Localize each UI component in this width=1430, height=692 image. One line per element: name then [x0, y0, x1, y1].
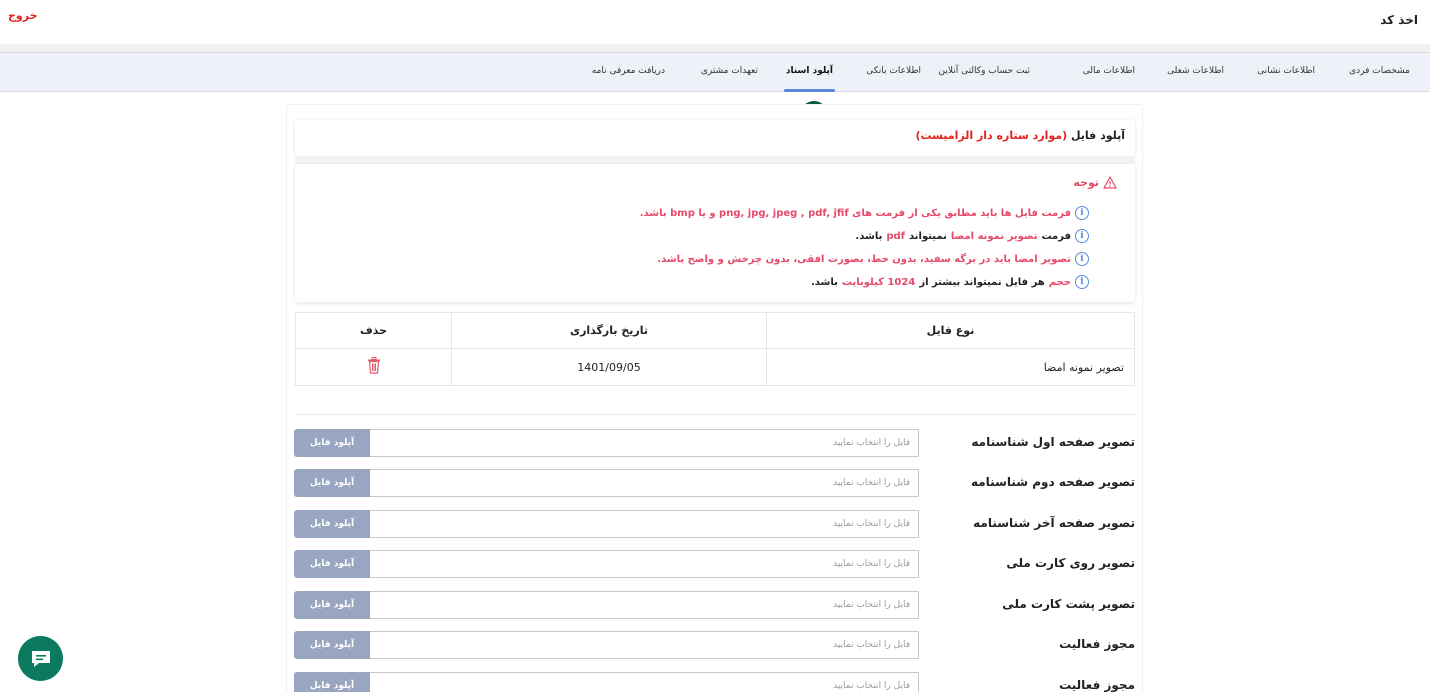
info-icon: i — [1075, 252, 1089, 266]
notice-text: فرمت فایل ها باید مطابق یکی از فرمت های png, jpg, jpeg , pdf, jfif و یا bmp باشد. — [639, 207, 1071, 219]
tab-bank-info[interactable]: اطلاعات بانکی — [866, 66, 921, 76]
notice-box — [295, 164, 1135, 302]
upload-section-title: آپلود فایل — [1070, 129, 1125, 142]
upload-file-button[interactable]: آپلود فایل — [294, 550, 370, 578]
upload-date-cell: 1401/09/05 — [452, 349, 767, 386]
header-gap — [0, 44, 1430, 52]
tab-personal-info[interactable]: مشخصات فردی — [1349, 66, 1410, 76]
upload-row-activity-license — [294, 631, 1135, 661]
uploaded-files-table — [295, 312, 1135, 386]
upload-row-label: تصویر صفحه اول شناسنامه — [971, 435, 1135, 449]
tab-financial-info[interactable]: اطلاعات مالی — [1082, 66, 1135, 76]
warning-triangle-icon — [1103, 176, 1117, 189]
chat-bubble-icon — [30, 649, 52, 669]
upload-row-label: تصویر صفحه آخر شناسنامه — [973, 516, 1135, 530]
notice-line-size — [811, 275, 1089, 289]
notice-heading-text: توجه — [1073, 176, 1099, 189]
upload-row-label: مجوز فعالیت — [1059, 678, 1135, 692]
page-title: اخذ کد — [1380, 13, 1418, 27]
upload-file-button[interactable]: آپلود فایل — [294, 510, 370, 538]
notice-line-signature-format — [855, 229, 1089, 243]
file-select-input[interactable]: فایل را انتخاب نمایید — [369, 429, 919, 457]
tab-online-proxy-account[interactable]: ثبت حساب وکالتی آنلاین — [938, 66, 1030, 76]
info-icon: i — [1075, 229, 1089, 243]
upload-row-national-card-back — [294, 591, 1135, 621]
notice-text: pdf — [886, 230, 905, 242]
upload-file-button[interactable]: آپلود فایل — [294, 672, 370, 692]
notice-text: باشد. — [855, 230, 883, 242]
upload-row-birth-cert-page1 — [294, 429, 1135, 459]
notice-text: هر فایل نمیتواند بیشتر از — [919, 276, 1045, 288]
upload-file-button[interactable]: آپلود فایل — [294, 631, 370, 659]
trash-icon[interactable] — [367, 357, 381, 377]
notice-text: فرمت — [1041, 230, 1071, 242]
wizard-tabs — [0, 52, 1430, 92]
info-icon: i — [1075, 206, 1089, 220]
notice-text: نمیتواند — [909, 230, 947, 242]
column-header-type: نوع فایل — [767, 313, 1135, 349]
upload-row-national-card-front — [294, 550, 1135, 580]
notice-text: تصویر امضا باید در برگه سفید، بدون خط، بصورت افقی، بدون چرخش و واضح باشد. — [657, 253, 1071, 265]
tab-customer-commitments[interactable]: تعهدات مشتری — [700, 66, 758, 76]
notice-text: تصویر نمونه امضا — [950, 230, 1038, 242]
notice-line-signature-paper — [657, 252, 1089, 266]
notice-text: حجم — [1048, 276, 1071, 288]
file-select-input[interactable]: فایل را انتخاب نمایید — [369, 550, 919, 578]
upload-row-label: تصویر روی کارت ملی — [1006, 556, 1135, 570]
info-icon: i — [1075, 275, 1089, 289]
upload-row-label: تصویر پشت کارت ملی — [1002, 597, 1135, 611]
upload-file-button[interactable]: آپلود فایل — [294, 591, 370, 619]
chat-button[interactable] — [18, 636, 63, 681]
file-select-input[interactable]: فایل را انتخاب نمایید — [369, 469, 919, 497]
upload-row-label: تصویر صفحه دوم شناسنامه — [970, 475, 1135, 489]
notice-text: 1024 کیلوبایت — [841, 276, 916, 288]
tab-introduction-letter[interactable]: دریافت معرفی نامه — [591, 66, 665, 76]
upload-row-label: مجوز فعالیت — [1059, 637, 1135, 651]
table-row — [296, 349, 1135, 386]
notice-line-formats — [640, 206, 1089, 220]
notice-text: باشد. — [810, 276, 838, 288]
file-select-input[interactable]: فایل را انتخاب نمایید — [369, 510, 919, 538]
notice-heading — [1073, 176, 1117, 189]
column-header-delete: حذف — [296, 313, 452, 349]
file-select-input[interactable]: فایل را انتخاب نمایید — [369, 672, 919, 692]
upload-row-birth-cert-page2 — [294, 469, 1135, 499]
logout-link[interactable]: خروج — [8, 9, 38, 22]
file-select-input[interactable]: فایل را انتخاب نمایید — [369, 631, 919, 659]
table-header-row — [296, 313, 1135, 349]
file-select-input[interactable]: فایل را انتخاب نمایید — [369, 591, 919, 619]
tab-upload-documents[interactable]: آپلود اسناد — [786, 53, 833, 92]
section-divider — [295, 414, 1135, 415]
tab-address-info[interactable]: اطلاعات نشانی — [1257, 66, 1315, 76]
section-separator — [295, 156, 1135, 164]
upload-file-button[interactable]: آپلود فایل — [294, 429, 370, 457]
top-bar — [0, 0, 1430, 44]
required-note: (موارد ستاره دار الزامیست) — [915, 129, 1068, 142]
tab-job-info[interactable]: اطلاعات شغلی — [1167, 66, 1224, 76]
upload-row-birth-cert-last — [294, 510, 1135, 540]
file-type-cell: تصویر نمونه امضا — [767, 349, 1135, 386]
upload-row-activity-license-2 — [294, 672, 1135, 692]
upload-section-header — [295, 120, 1135, 156]
column-header-date: تاریخ بارگذاری — [452, 313, 767, 349]
delete-cell — [296, 349, 452, 386]
upload-file-button[interactable]: آپلود فایل — [294, 469, 370, 497]
